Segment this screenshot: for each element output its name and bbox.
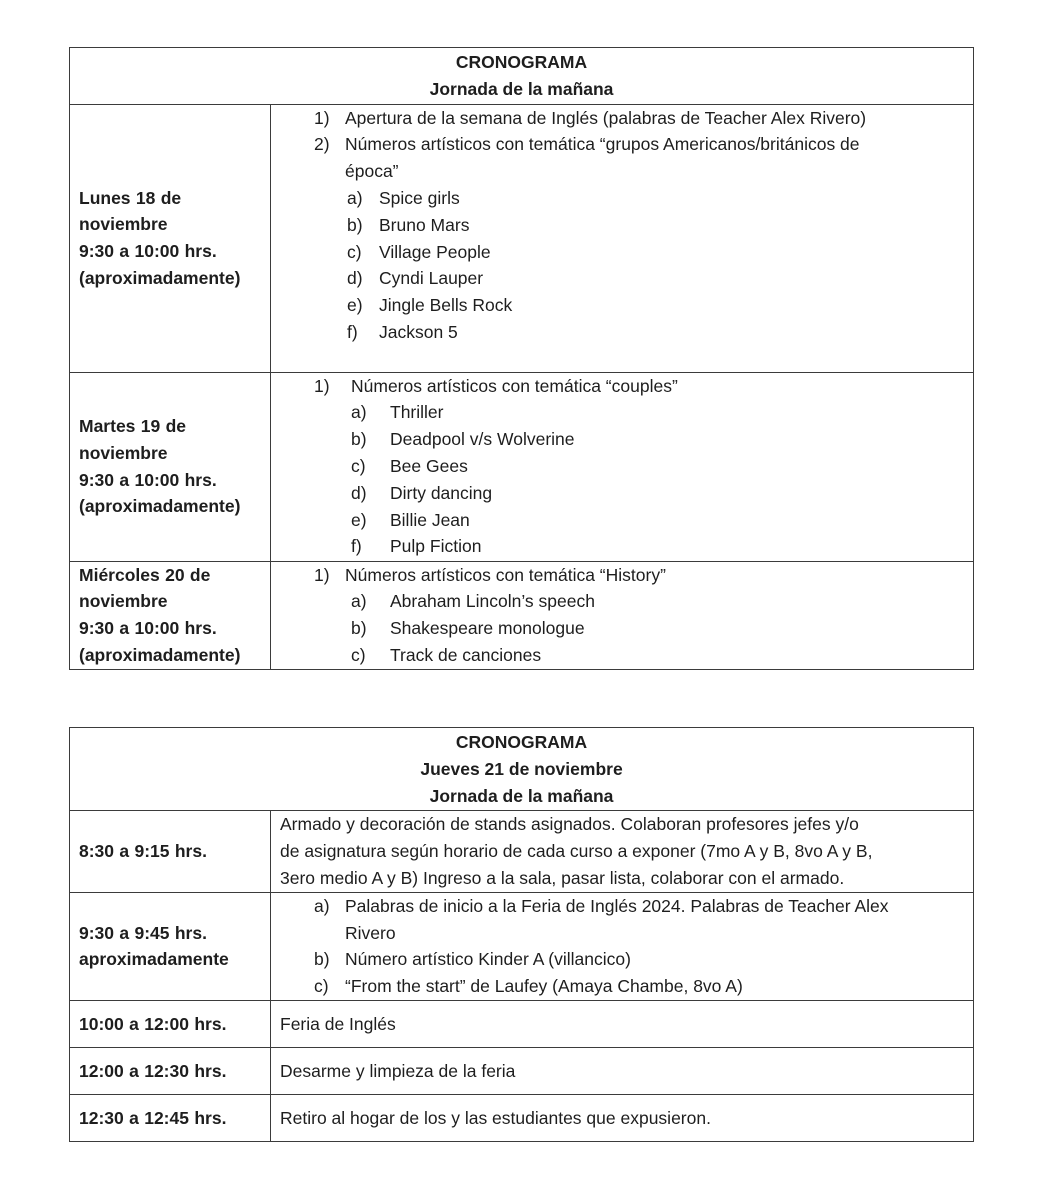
- schedule-table-thursday: [69, 727, 974, 1142]
- schedule-table-week: [69, 47, 974, 670]
- list-item: d) Cyndi Lauper: [347, 268, 484, 289]
- list-item: c) Bee Gees: [351, 455, 468, 476]
- table-row: [70, 104, 974, 372]
- time-label: 8:30 a 9:15 hrs.: [79, 841, 207, 862]
- list-item: a) Palabras de inicio a la Feria de Inglés 2024. Palabras de Teacher Alex: [314, 895, 889, 916]
- list-item-continuation: Rivero: [345, 922, 396, 943]
- day-label-line: Martes 19 de: [79, 416, 187, 436]
- list-item: b) Deadpool v/s Wolverine: [351, 429, 575, 450]
- table-row: [70, 561, 974, 669]
- list-item: c) “From the start” de Laufey (Amaya Chambe, 8vo A): [314, 976, 743, 997]
- day-label-line: Miércoles 20 de: [79, 564, 211, 585]
- day-label-cell: [70, 372, 271, 561]
- time-cell: [70, 1094, 271, 1141]
- day-label-line: noviembre: [79, 442, 168, 463]
- list-item: a) Spice girls: [347, 187, 460, 208]
- table-header-row: [70, 728, 974, 811]
- day-label-line: noviembre: [79, 591, 168, 612]
- activity-line: de asignatura según horario de cada curso a exponer (7mo A y B, 8vo A y B,: [280, 841, 873, 862]
- list-item: b) Bruno Mars: [347, 214, 470, 235]
- table-row: [70, 811, 974, 892]
- day-label-line: 9:30 a 10:00 hrs.: [79, 241, 217, 262]
- activities-cell: [271, 561, 974, 669]
- table-row: [70, 1000, 974, 1047]
- day-label-cell: [70, 561, 271, 669]
- activities-cell: [271, 372, 974, 561]
- schedule-date: Jueves 21 de noviembre: [420, 758, 623, 779]
- table-header: [70, 48, 974, 105]
- day-label-line: 9:30 a 10:00 hrs.: [79, 618, 217, 639]
- schedule-title: CRONOGRAMA: [455, 732, 588, 752]
- day-label-line: (aproximadamente): [79, 644, 241, 665]
- list-item: e) Billie Jean: [351, 509, 470, 530]
- activity-line: Armado y decoración de stands asignados. Colaboran profesores jefes y/o: [280, 814, 859, 835]
- table-row: [70, 1094, 974, 1141]
- table-row: [70, 372, 974, 561]
- time-label: 9:30 a 9:45 hrs.: [79, 922, 207, 943]
- time-label: 12:00 a 12:30 hrs.: [79, 1060, 227, 1081]
- table-header: [70, 728, 974, 811]
- list-item: f) Jackson 5: [347, 321, 458, 342]
- list-item: e) Jingle Bells Rock: [347, 295, 513, 316]
- time-cell: [70, 1000, 271, 1047]
- time-cell: [70, 811, 271, 892]
- day-label-line: 9:30 a 10:00 hrs.: [79, 469, 217, 490]
- day-label-cell: [70, 104, 271, 372]
- day-label-line: noviembre: [79, 214, 168, 235]
- list-item: a) Thriller: [351, 402, 444, 423]
- list-item: 1) Números artísticos con temática “History”: [314, 564, 666, 585]
- list-item: 1) Números artísticos con temática “couples”: [314, 375, 678, 396]
- schedule-title: CRONOGRAMA: [455, 52, 588, 72]
- day-label-line: Lunes 18 de: [79, 187, 182, 208]
- list-item: c) Track de canciones: [351, 644, 542, 665]
- activities-cell: [271, 104, 974, 372]
- time-cell: [70, 892, 271, 1000]
- table-row: [70, 892, 974, 1000]
- time-label: 12:30 a 12:45 hrs.: [79, 1107, 227, 1128]
- time-label: 10:00 a 12:00 hrs.: [79, 1013, 227, 1034]
- day-label-line: (aproximadamente): [79, 267, 241, 288]
- activity-line: Retiro al hogar de los y las estudiantes que expusieron.: [280, 1107, 711, 1128]
- activity-cell: [271, 811, 974, 892]
- list-item: b) Número artístico Kinder A (villancico): [314, 949, 631, 970]
- time-cell: [70, 1047, 271, 1094]
- list-item: d) Dirty dancing: [351, 482, 493, 503]
- list-item: f) Pulp Fiction: [351, 536, 482, 557]
- activities-cell: [271, 892, 974, 1000]
- activity-line: Feria de Inglés: [280, 1013, 396, 1034]
- table-row: [70, 1047, 974, 1094]
- list-item: 2) Números artísticos con temática “grupos Americanos/británicos de: [314, 134, 860, 155]
- schedule-subtitle: Jornada de la mañana: [429, 785, 614, 806]
- activity-cell: [271, 1047, 974, 1094]
- list-item: 1) Apertura de la semana de Inglés (palabras de Teacher Alex Rivero): [314, 107, 867, 128]
- activity-line: Desarme y limpieza de la feria: [280, 1060, 516, 1081]
- activity-cell: [271, 1000, 974, 1047]
- table-header-row: [70, 48, 974, 105]
- list-item-continuation: época”: [345, 161, 399, 182]
- list-item: a) Abraham Lincoln’s speech: [351, 591, 595, 612]
- activity-line: 3ero medio A y B) Ingreso a la sala, pasar lista, colaborar con el armado.: [280, 867, 845, 888]
- list-item: b) Shakespeare monologue: [351, 618, 585, 639]
- list-item: c) Village People: [347, 241, 491, 262]
- schedule-subtitle: Jornada de la mañana: [429, 78, 614, 99]
- day-label-line: (aproximadamente): [79, 496, 241, 517]
- time-label: aproximadamente: [79, 949, 229, 970]
- activity-cell: [271, 1094, 974, 1141]
